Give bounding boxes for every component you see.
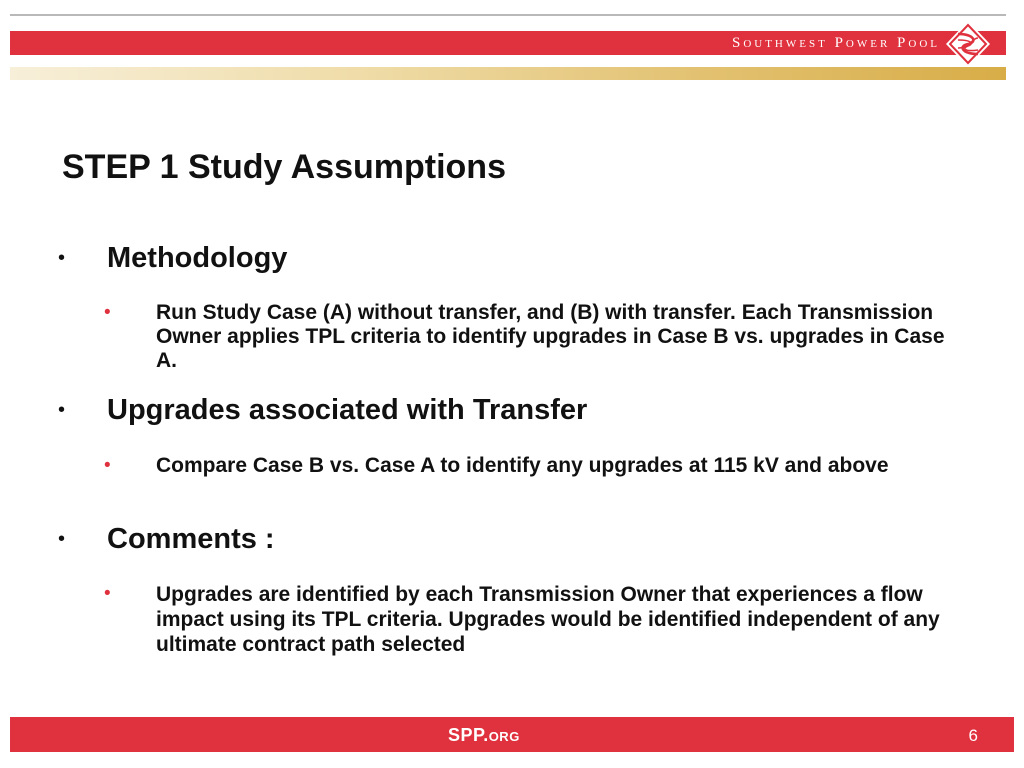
bullet-label: Comments : bbox=[107, 523, 275, 555]
sub-bullet-marker: • bbox=[104, 455, 111, 476]
sub-bullet-methodology bbox=[104, 301, 964, 373]
sub-bullet-comments bbox=[104, 582, 964, 657]
page-number: 6 bbox=[968, 726, 978, 745]
sub-bullet-text: Upgrades are identified by each Transmission Owner that experiences a flow impact using its TPL criteria. Upgrades would be identified independent of any ultimate contract path selected bbox=[156, 583, 940, 656]
bullet-marker: • bbox=[58, 399, 66, 421]
slide-title: STEP 1 Study Assumptions bbox=[62, 148, 506, 186]
bullet-label: Methodology bbox=[107, 242, 288, 274]
sub-bullet-marker: • bbox=[104, 583, 111, 604]
bullet-marker: • bbox=[58, 247, 66, 269]
brand-name: Southwest Power Pool bbox=[731, 35, 940, 51]
sub-bullet-text: Run Study Case (A) without transfer, and (B) with transfer. Each Transmission Owner applies TPL criteria to identify upgrades in Case B vs. upgrades in Case A. bbox=[156, 301, 945, 372]
sub-bullet-text: Compare Case B vs. Case A to identify any upgrades at 115 kV and above bbox=[156, 454, 889, 477]
sub-bullet-marker: • bbox=[104, 302, 111, 323]
sub-bullet-upgrades-transfer bbox=[104, 454, 964, 478]
bullet-marker: • bbox=[58, 528, 66, 550]
footer-site-link[interactable]: SPP.org bbox=[448, 725, 520, 745]
bullet-label: Upgrades associated with Transfer bbox=[107, 394, 588, 426]
